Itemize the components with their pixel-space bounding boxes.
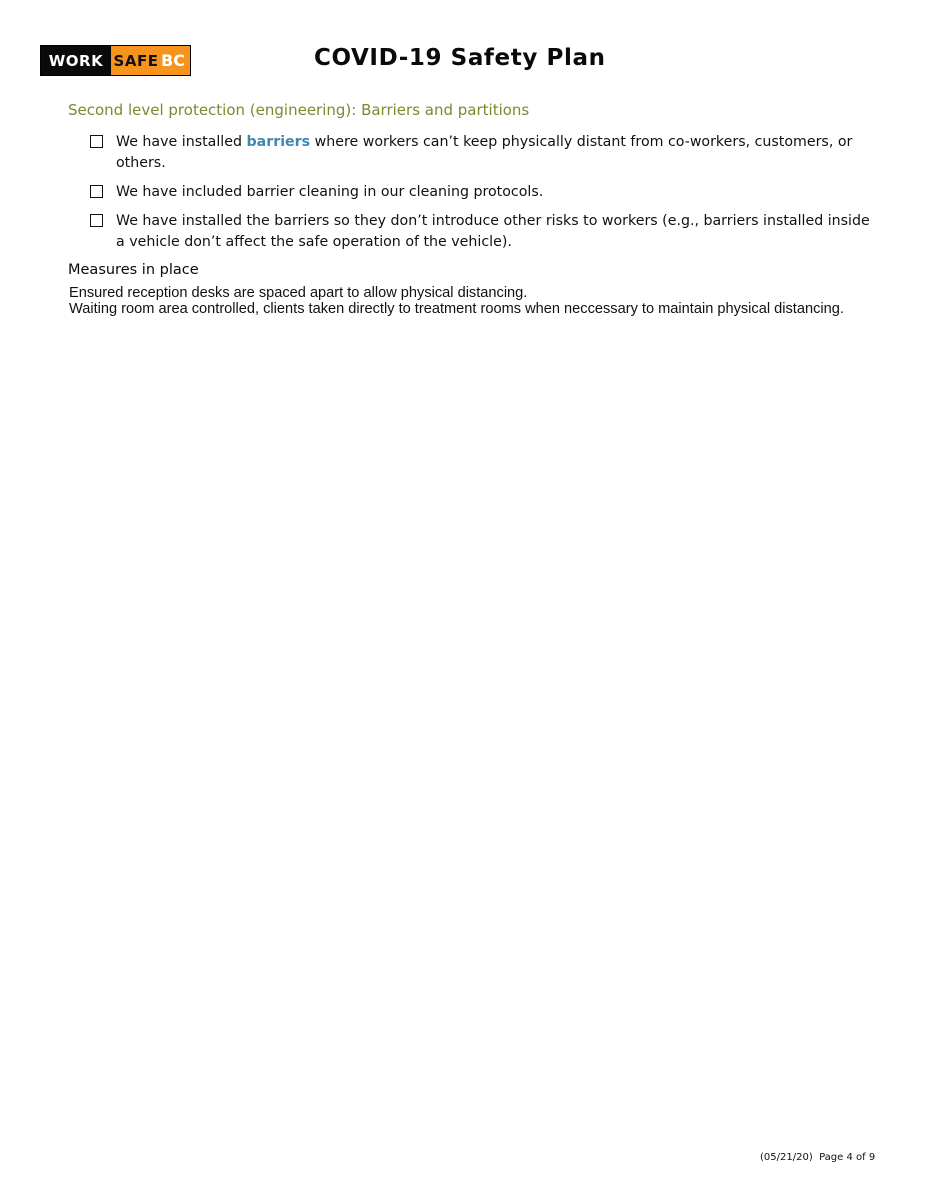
section-heading: Second level protection (engineering): Barriers and partitions <box>68 101 530 119</box>
checklist-item-barrier-risks <box>90 211 880 253</box>
checklist-text-start: We have installed <box>116 134 247 150</box>
measures-heading: Measures in place <box>68 262 199 278</box>
checklist-item-text: We have included barrier cleaning in our cleaning protocols. <box>116 184 544 200</box>
measures-line: Ensured reception desks are spaced apart to allow physical distancing. <box>69 285 528 301</box>
checklist-item-text: We have installed the barriers so they don’t introduce other risks to workers (e.g., barriers installed inside a vehicle don’t affect the safe operation of the vehicle). <box>116 213 870 250</box>
logo-bc-text: BC <box>161 46 190 75</box>
logo-work-text: WORK <box>41 46 111 75</box>
page-footer <box>760 1152 875 1163</box>
barriers-link[interactable]: barriers <box>246 134 311 150</box>
footer-date: (05/21/20) <box>760 1152 813 1163</box>
worksafebc-logo <box>40 45 191 76</box>
checklist-item-barriers-installed <box>90 132 880 174</box>
checkbox[interactable] <box>90 135 103 148</box>
checklist-text-end: where workers can’t keep physically distant from co-workers, customers, or others. <box>116 134 853 171</box>
document-title: COVID-19 Safety Plan <box>314 45 606 71</box>
checkbox[interactable] <box>90 185 103 198</box>
footer-page-number: Page 4 of 9 <box>819 1152 876 1163</box>
checklist-item-barrier-cleaning <box>90 182 880 203</box>
measures-text-field[interactable] <box>69 285 844 317</box>
logo-safe-text: SAFE <box>111 46 161 75</box>
checkbox[interactable] <box>90 214 103 227</box>
checklist-item-text <box>116 132 880 174</box>
measures-line: Waiting room area controlled, clients taken directly to treatment rooms when neccessary to maintain physical distancing. <box>69 301 844 317</box>
